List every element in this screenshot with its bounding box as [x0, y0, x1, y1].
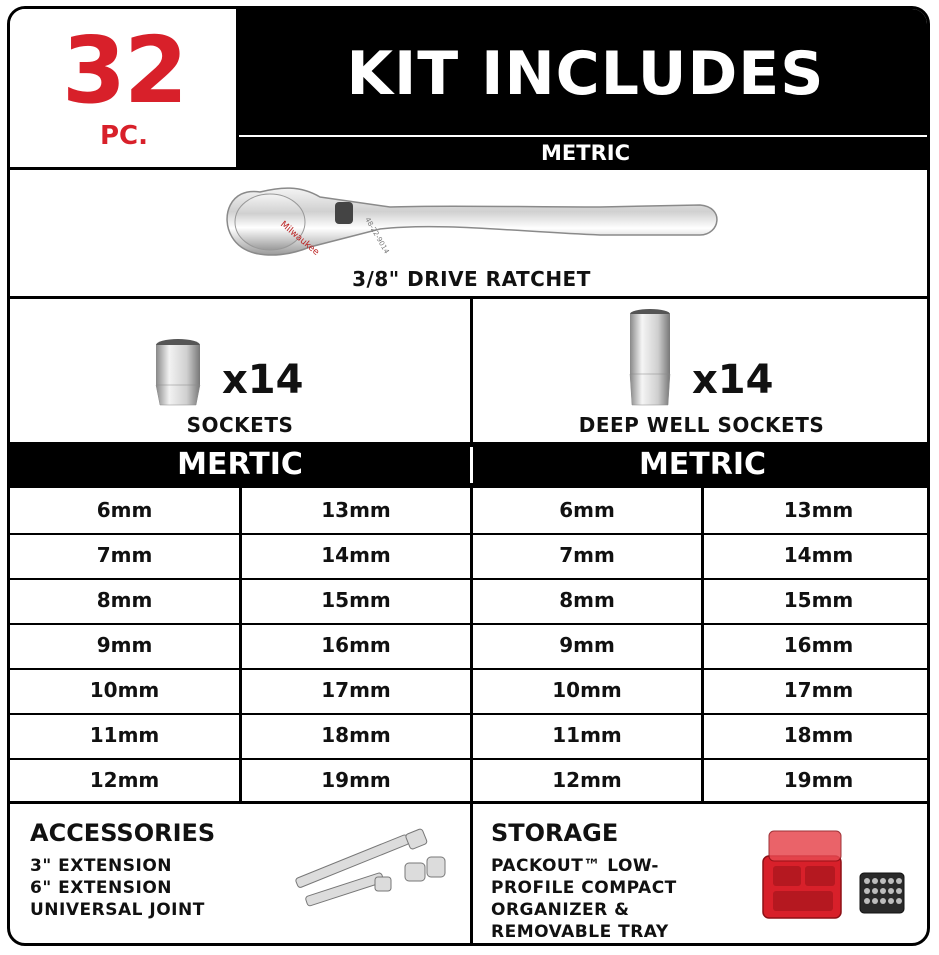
table-cell: 10mm [89, 678, 160, 702]
storage-line: REMOVABLE TRAY [491, 922, 669, 942]
table-cell: 11mm [89, 723, 160, 747]
header-subtitle: METRIC [238, 135, 930, 167]
storage-line: PACKOUT™ LOW- [491, 856, 659, 876]
table-cell: 18mm [783, 723, 854, 747]
table-cell: 19mm [321, 768, 391, 792]
table-cell: 13mm [783, 498, 854, 522]
table-cell: 18mm [321, 723, 391, 747]
table-cell: 6mm [96, 498, 153, 522]
sockets-label: SOCKETS [186, 413, 294, 437]
table-cell: 19mm [783, 768, 854, 792]
table-cell: 9mm [96, 633, 153, 657]
table-cell: 11mm [552, 723, 622, 747]
table-cell: 13mm [321, 498, 391, 522]
accessory-item: 6" EXTENSION [30, 878, 173, 898]
header-divider [236, 9, 239, 169]
deep-socket-quantity: x14 [692, 357, 774, 403]
table-cell: 16mm [783, 633, 854, 657]
svg-text:Milwaukee: Milwaukee [278, 219, 321, 258]
deep-sockets-table-title: METRIC [638, 447, 767, 482]
ratchet-image [220, 177, 720, 262]
storage-title: STORAGE [491, 819, 619, 847]
accessory-item: 3" EXTENSION [30, 856, 173, 876]
accessory-item: UNIVERSAL JOINT [30, 900, 205, 920]
accessories-title: ACCESSORIES [30, 819, 216, 847]
accessories-image [285, 827, 455, 927]
divider [10, 167, 930, 170]
socket-quantity: x14 [222, 357, 304, 403]
table-cell: 10mm [552, 678, 622, 702]
piece-count: 32 [61, 17, 187, 124]
svg-text:48-22-9014: 48-22-9014 [363, 216, 391, 256]
storage-line: PROFILE COMPACT [491, 878, 677, 898]
table-cell: 8mm [559, 588, 615, 612]
table-cell: 14mm [783, 543, 854, 567]
table-cell: 17mm [321, 678, 391, 702]
kit-card [7, 6, 930, 946]
storage-line: ORGANIZER & [491, 900, 630, 920]
organizer-image [755, 821, 915, 931]
table-cell: 7mm [96, 543, 153, 567]
table-cell: 17mm [783, 678, 854, 702]
table-cell: 15mm [321, 588, 391, 612]
ratchet-label: 3/8" DRIVE RATCHET [352, 267, 591, 291]
table-cell: 14mm [321, 543, 391, 567]
table-cell: 7mm [559, 543, 615, 567]
socket-icon [152, 337, 204, 409]
deep-socket-icon [624, 307, 676, 409]
band-divider [470, 447, 473, 483]
piece-count-unit: PC. [99, 121, 148, 151]
table-cell: 9mm [559, 633, 615, 657]
table-cell: 15mm [783, 588, 854, 612]
deep-sockets-label: DEEP WELL SOCKETS [578, 413, 825, 437]
table-cell: 16mm [321, 633, 391, 657]
page-title: KIT INCLUDES [346, 39, 825, 109]
table-cell: 8mm [96, 588, 153, 612]
table-cell: 6mm [559, 498, 615, 522]
table-cell: 12mm [89, 768, 160, 792]
table-cell: 12mm [552, 768, 622, 792]
sockets-table-title: MERTIC [177, 447, 303, 482]
